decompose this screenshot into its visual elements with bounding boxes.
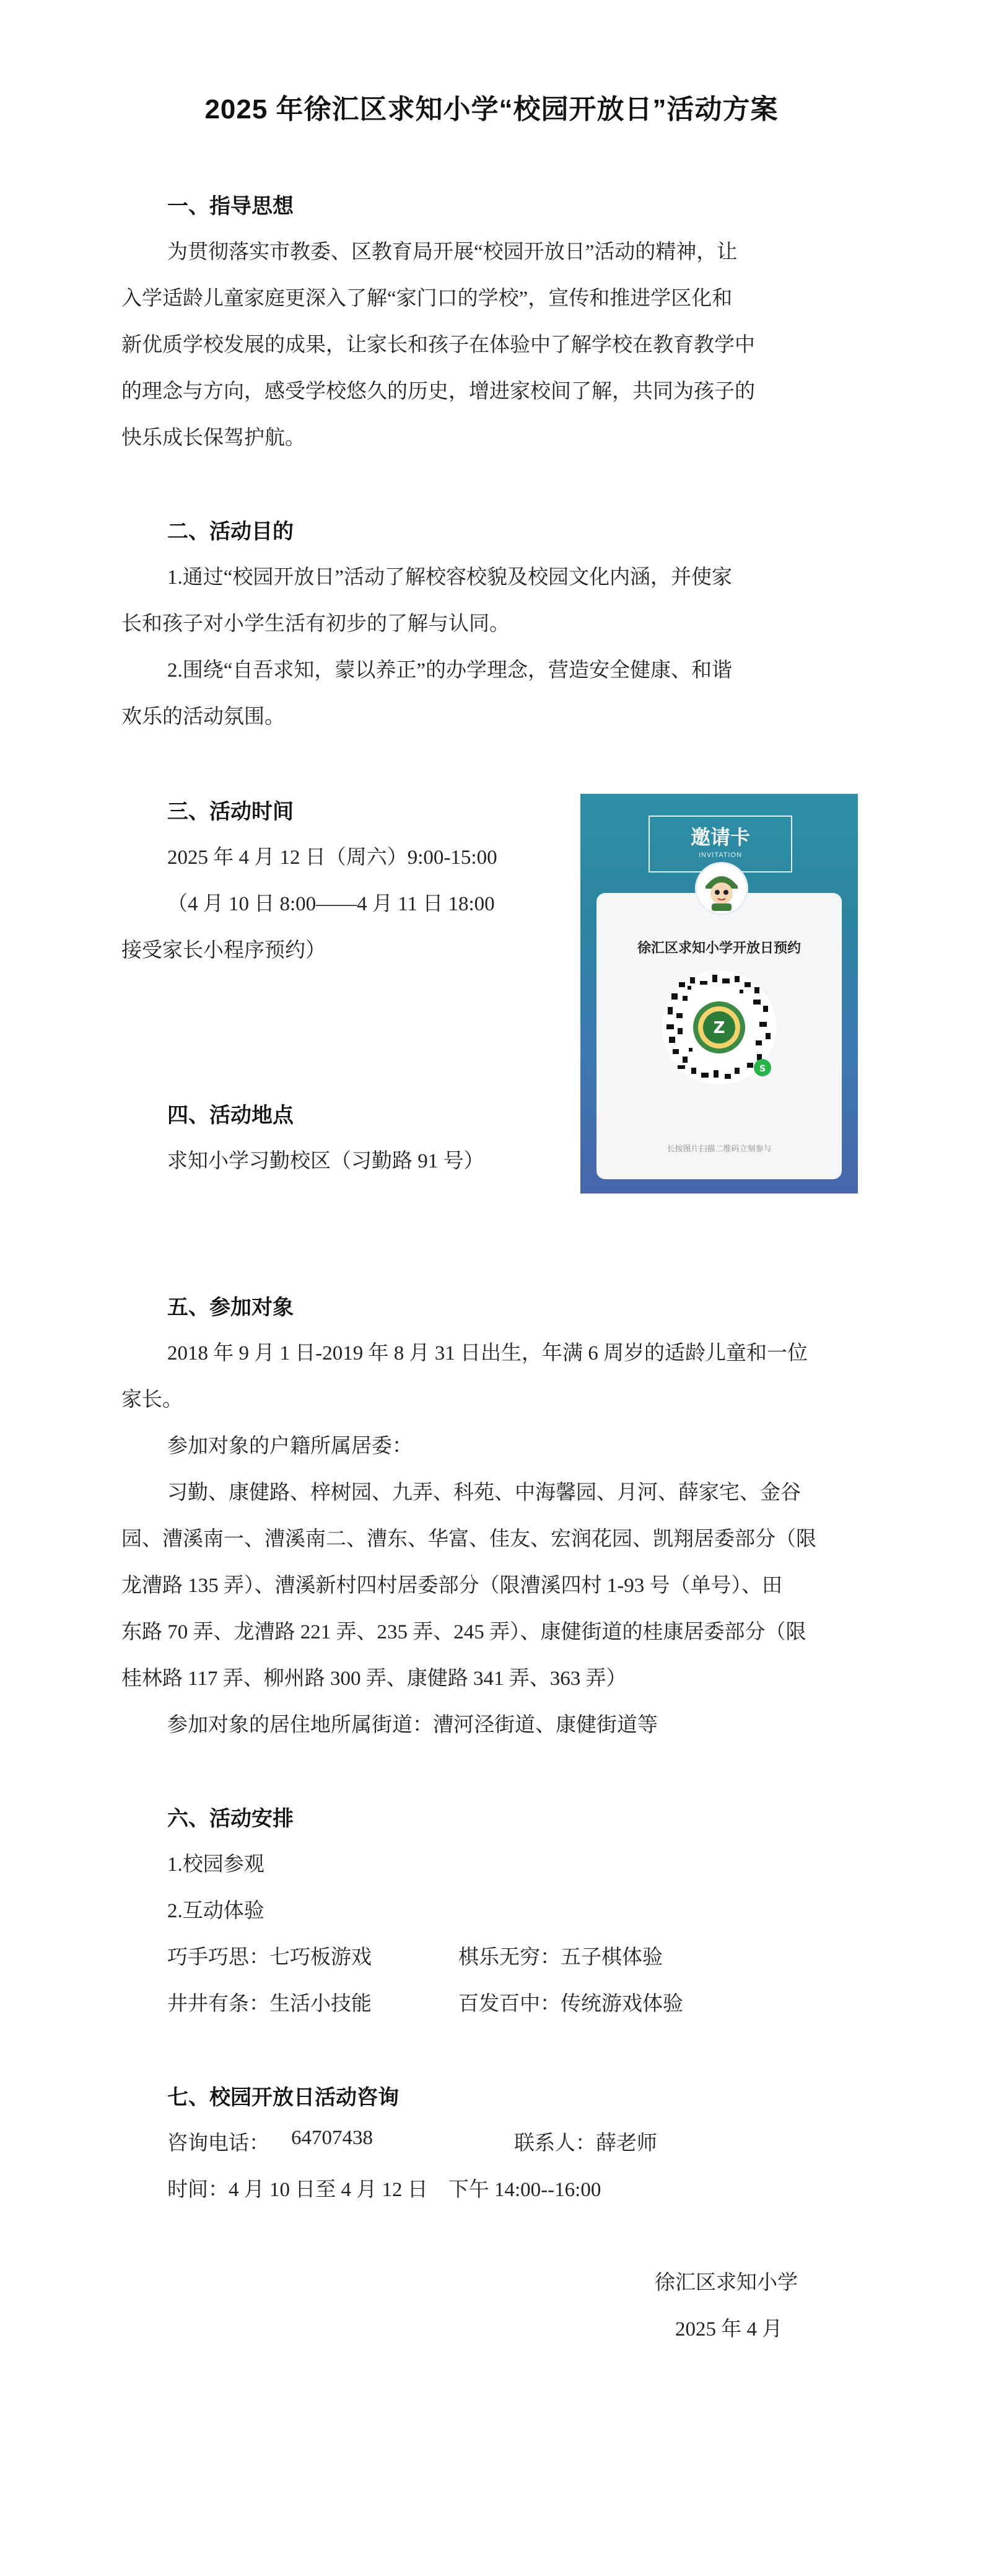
card-subtitle: INVITATION	[698, 851, 743, 859]
event-date: 2025 年 4 月 12 日（周六）9:00-15:00	[167, 846, 497, 869]
section-heading-participants: 五、参加对象	[167, 1296, 294, 1319]
paragraph-line: 习勤、康健路、梓树园、九弄、科苑、中海馨园、月河、薛家宅、金谷	[167, 1482, 801, 1504]
paragraph-line: 入学适龄儿童家庭更深入了解“家门口的学校”，宣传和推进学区化和	[121, 288, 733, 310]
paragraph-line: 长和孩子对小学生活有初步的了解与认同。	[121, 613, 510, 635]
activity-item: 百发百中：传统游戏体验	[458, 1993, 683, 2015]
paragraph-line: 家长。	[121, 1389, 183, 1411]
svg-text:S: S	[759, 1064, 766, 1074]
booking-note: 接受家长小程序预约）	[121, 939, 326, 962]
paragraph-line: 龙漕路 135 弄）、漕溪新村四村居委部分（限漕溪四村 1-93 号（单号）、田	[121, 1575, 782, 1597]
phone-label: 咨询电话：	[167, 2132, 269, 2155]
signature-org: 徐汇区求知小学	[655, 2272, 798, 2294]
paragraph-line: 的理念与方向，感受学校悠久的历史，增进家校间了解，共同为孩子的	[121, 380, 755, 403]
paragraph-line: 参加对象的居住地所属街道：漕河泾街道、康健街道等	[167, 1714, 658, 1736]
signature-date: 2025 年 4 月	[675, 2318, 783, 2341]
card-footer-text: 长按图片扫描二维码立刻参与	[666, 1144, 772, 1153]
svg-text:Z: Z	[713, 1019, 725, 1037]
activity-item: 巧手巧思：七巧板游戏	[167, 1946, 372, 1969]
arrangement-item: 1.校园参观	[167, 1853, 264, 1876]
paragraph-line: 快乐成长保驾护航。	[121, 427, 305, 449]
section-heading-consultation: 七、校园开放日活动咨询	[167, 2086, 399, 2109]
activity-item: 井井有条：生活小技能	[167, 1993, 372, 2015]
arrangement-item: 2.互动体验	[167, 1900, 264, 1922]
card-panel-title: 徐汇区求知小学开放日预约	[637, 940, 801, 956]
paragraph-line: 东路 70 弄、龙漕路 221 弄、235 弄、245 弄）、康健街道的桂康居委部分（限	[121, 1621, 806, 1643]
consultation-time: 时间：4 月 10 日至 4 月 12 日 下午 14:00--16:00	[167, 2179, 601, 2201]
paragraph-line: 2.围绕“自吾求知，蒙以养正”的办学理念，营造安全健康、和谐	[167, 659, 733, 682]
paragraph-line: 园、漕溪南一、漕溪南二、漕东、华富、佳友、宏润花园、凯翔居委部分（限	[121, 1528, 816, 1550]
mascot-avatar-icon	[695, 862, 748, 915]
section-heading-location: 四、活动地点	[167, 1104, 294, 1127]
section-heading-guiding-thought: 一、指导思想	[167, 195, 294, 218]
activity-item: 棋乐无穷：五子棋体验	[458, 1946, 663, 1969]
phone-number: 64707438	[291, 2127, 373, 2149]
section-heading-time: 三、活动时间	[167, 800, 294, 824]
paragraph-line: 参加对象的户籍所属居委：	[167, 1435, 413, 1457]
card-title: 邀请卡	[690, 825, 750, 849]
paragraph-line: 新优质学校发展的成果，让家长和孩子在体验中了解学校在教育教学中	[121, 334, 755, 356]
page-title: 2025 年徐汇区求知小学“校园开放日”活动方案	[204, 94, 779, 125]
section-heading-purpose: 二、活动目的	[167, 520, 294, 543]
qr-code-icon[interactable]	[660, 969, 778, 1086]
contact-person: 联系人：薛老师	[514, 2132, 657, 2155]
paragraph-line: 桂林路 117 弄、柳州路 300 弄、康健路 341 弄、363 弄）	[121, 1668, 627, 1690]
invitation-card-image	[580, 794, 858, 1193]
paragraph-line: 1.通过“校园开放日”活动了解校容校貌及校园文化内涵，并使家	[167, 566, 733, 589]
paragraph-line: 2018 年 9 月 1 日-2019 年 8 月 31 日出生，年满 6 周岁的适龄儿童和一位	[167, 1342, 808, 1365]
paragraph-line: 欢乐的活动氛围。	[121, 706, 285, 728]
paragraph-line: 为贯彻落实市教委、区教育局开展“校园开放日”活动的精神，让	[167, 241, 738, 263]
card-panel	[596, 893, 842, 1179]
booking-window: （4 月 10 日 8:00——4 月 11 日 18:00	[167, 893, 495, 915]
event-location: 求知小学习勤校区（习勤路 91 号）	[167, 1150, 484, 1172]
section-heading-arrangement: 六、活动安排	[167, 1807, 294, 1831]
